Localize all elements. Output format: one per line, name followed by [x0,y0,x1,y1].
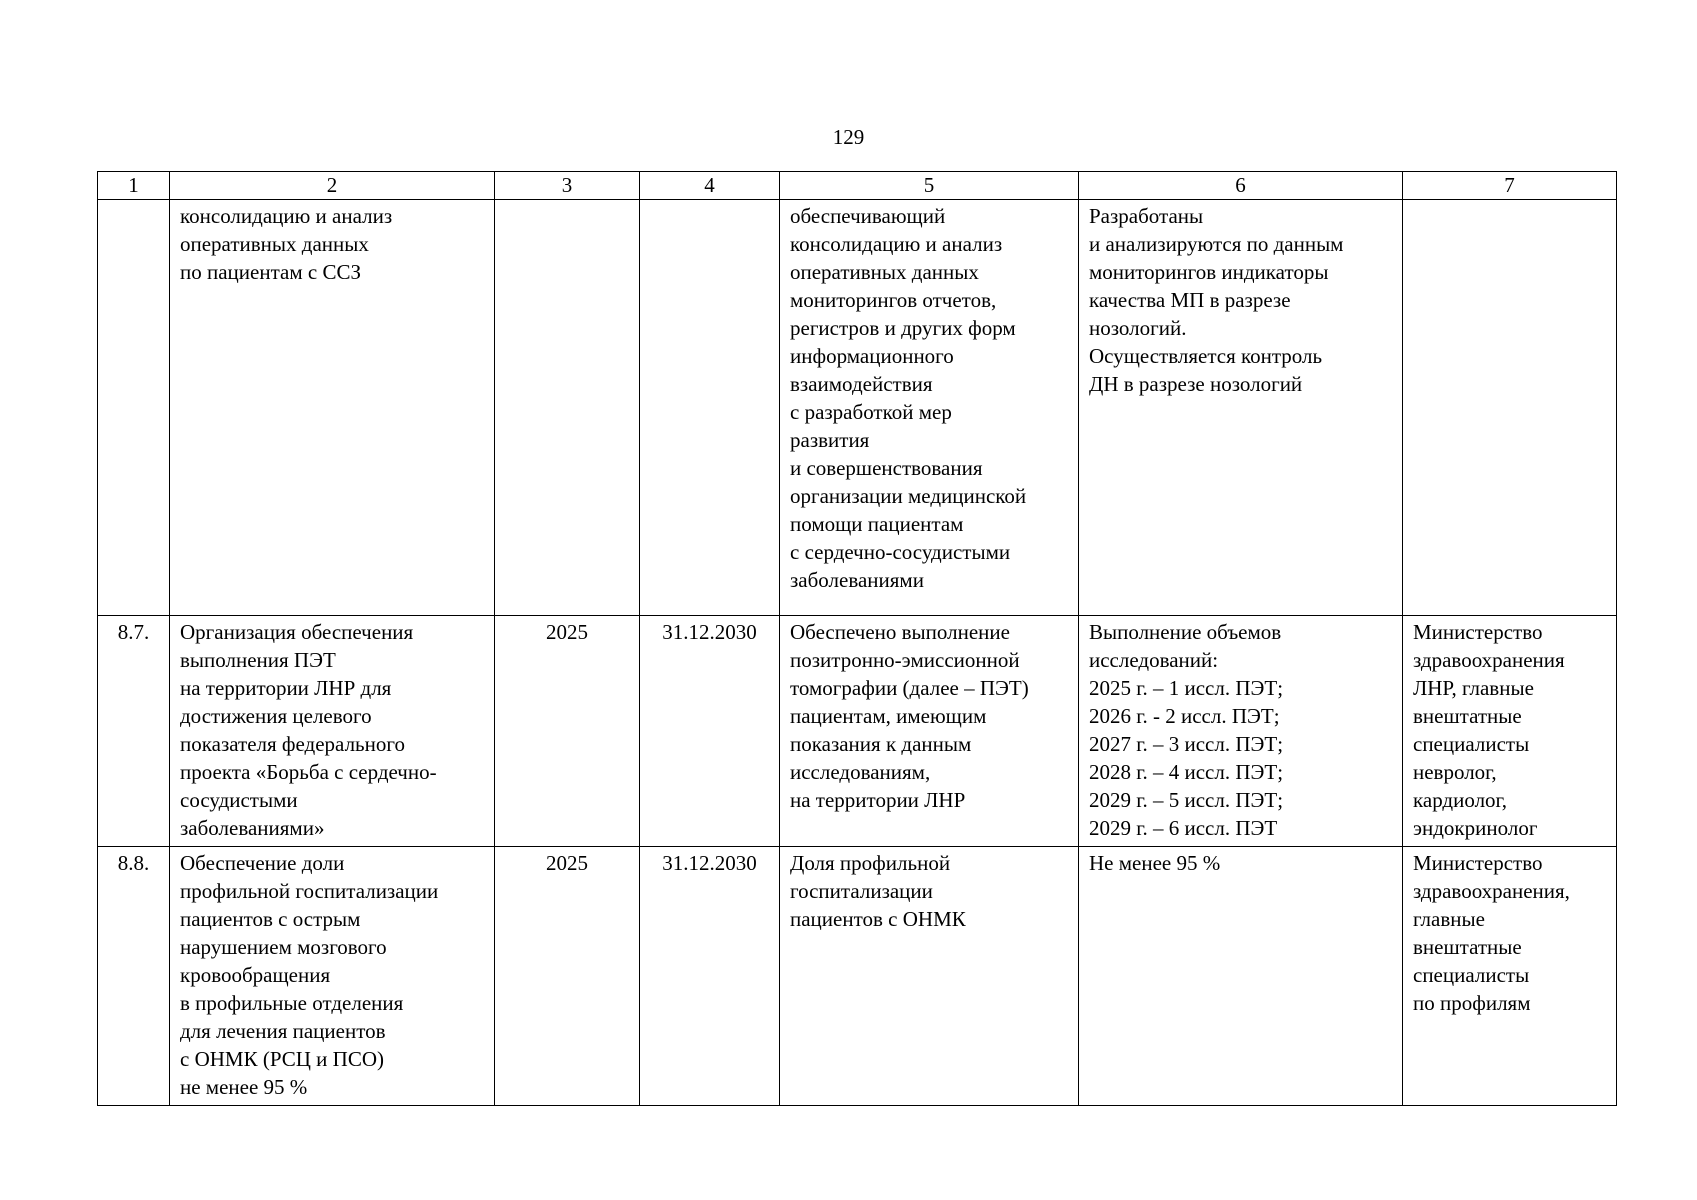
indicator: Разработаны и анализируются по данным мониторингов индикаторы качества МП в разрезе нозологий. Осуществляется контроль ДН в разрезе нозологий [1079,200,1403,616]
event-description: консолидацию и анализ оперативных данных по пациентам с ССЗ [170,200,495,616]
table-row [98,616,1617,847]
table-row [98,200,1617,616]
item-number [98,200,170,616]
item-number: 8.7. [98,616,170,847]
end-date: 31.12.2030 [640,616,780,847]
end-date: 31.12.2030 [640,847,780,1106]
start-year: 2025 [495,616,640,847]
table-row [98,847,1617,1106]
start-year [495,200,640,616]
page-number: 129 [832,125,865,149]
event-description: Обеспечение доли профильной госпитализации пациентов с острым нарушением мозгового кровообращения в профильные отделения для лечения пациентов с ОНМК (РСЦ и ПСО) не менее 95 % [170,847,495,1106]
column-number: 1 [98,172,170,200]
expected-result: Доля профильной госпитализации пациентов с ОНМК [780,847,1079,1106]
responsible [1403,200,1617,616]
end-date [640,200,780,616]
item-number: 8.8. [98,847,170,1106]
responsible: Министерство здравоохранения, главные внештатные специалисты по профилям [1403,847,1617,1106]
event-description: Организация обеспечения выполнения ПЭТ на территории ЛНР для достижения целевого показателя федерального проекта «Борьба с сердечно- сосудистыми заболеваниями» [170,616,495,847]
column-number-row [98,172,1617,200]
expected-result: Обеспечено выполнение позитронно-эмиссионной томографии (далее – ПЭТ) пациентам, имеющим показания к данным исследованиям, на территории ЛНР [780,616,1079,847]
column-number: 7 [1403,172,1617,200]
column-number: 6 [1079,172,1403,200]
column-number: 4 [640,172,780,200]
column-number: 2 [170,172,495,200]
indicator: Не менее 95 % [1079,847,1403,1106]
indicator: Выполнение объемов исследований: 2025 г. – 1 иссл. ПЭТ; 2026 г. - 2 иссл. ПЭТ; 2027 г. – 3 иссл. ПЭТ; 2028 г. – 4 иссл. ПЭТ; 2029 г. – 5 иссл. ПЭТ; 2029 г. – 6 иссл. ПЭТ [1079,616,1403,847]
start-year: 2025 [495,847,640,1106]
column-number: 3 [495,172,640,200]
expected-result: обеспечивающий консолидацию и анализ оперативных данных мониторингов отчетов, регистров и других форм информационного взаимодействия с разработкой мер развития и совершенствования организации медицинской помощи пациентам с сердечно-сосудистыми заболеваниями [780,200,1079,616]
column-number: 5 [780,172,1079,200]
plan-table [97,171,1617,1106]
responsible: Министерство здравоохранения ЛНР, главные внештатные специалисты невролог, кардиолог, эндокринолог [1403,616,1617,847]
